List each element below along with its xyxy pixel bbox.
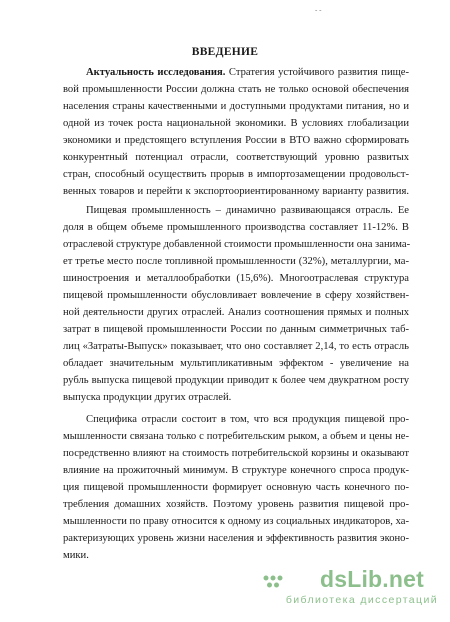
paragraph-2-line: лиц «Затраты-Выпуск» показывает, что оно составляет 2,14, то есть отрасль	[63, 341, 409, 352]
paragraph-1-line: венных товаров и перейти к экспортоориентированному варианту развития.	[63, 186, 409, 197]
paragraph-1-line-1	[86, 66, 409, 80]
paragraph-2-line: выпуска продукции других отраслей.	[63, 392, 232, 403]
dots-logo-icon	[262, 574, 286, 592]
lead-text: Стратегия устойчивого развития пище-	[225, 67, 410, 78]
paragraph-3-line: ция пищевой промышленности формирует основную часть конечного по-	[63, 482, 409, 493]
paragraph-3-line: мышленности по праву относится к одному из социальных индикаторов, ха-	[63, 516, 409, 527]
paragraph-1-line: конкурентный потенциал отрасли, соответствующий уровню развитых	[63, 152, 409, 163]
paragraph-2-line: Пищевая промышленность – динамично развивающаяся отрасль. Ее	[86, 205, 409, 216]
watermark	[262, 566, 438, 612]
page-mark: - -	[315, 6, 322, 14]
paragraph-1-line: экономики и предстоящего вступления России в ВТО важно сформировать	[63, 135, 409, 146]
paragraph-1-line: вой промышленности России должна стать не только основой обеспечения	[63, 84, 409, 95]
paragraph-2-line: доля в общем объеме промышленного производства составляет 11-12%. В	[63, 222, 409, 233]
watermark-brand: dsLib.net	[319, 566, 424, 592]
paragraph-3-line: мышленности связана только с потребительским рыком, а объем и цены не-	[63, 431, 409, 442]
paragraph-2-line: ет третье место после топливной промышленности (32%), металлургии, ма-	[63, 256, 409, 267]
paragraph-3-line: влияние на прожиточный минимум. В структуре конечного спроса продук-	[63, 465, 409, 476]
paragraph-3-line: мики.	[63, 550, 89, 561]
paragraph-2-line: отраслевой структуре добавленной стоимости промышленности она занима-	[63, 239, 411, 250]
paragraph-2-line: затрат в пищевой промышленности России по данным симметричных таб-	[63, 324, 409, 335]
paragraph-3-line: Специфика отрасли состоит в том, что вся продукция пищевой про-	[86, 414, 409, 425]
paragraph-2-line: пищевой промышленности обусловливает вовлечение в сферу хозяйствен-	[63, 290, 409, 301]
paragraph-3-line: требления домашних хозяйств. Поэтому уровень развития пищевой про-	[63, 499, 409, 510]
paragraph-2-line: обладает значительным мультипликативным эффектом - увеличение на	[63, 358, 409, 369]
paragraph-2-line: шиностроения и металлообработки (15,6%). Многоотраслевая структура	[63, 273, 409, 284]
paragraph-3-line: рактеризующих уровень жизни населения и эффективность развития эконо-	[63, 533, 409, 544]
paragraph-2-line: ной деятельности других отраслей. Анализ соотношения прямых и полных	[63, 307, 409, 318]
paragraph-3-line: посредственно влияют на стоимость потребительской корзины и оказывают	[63, 448, 409, 459]
lead-phrase: Актуальность исследования.	[86, 67, 226, 78]
paragraph-1-line: стран, способный осуществить прорыв в импортозамещении продовольст-	[63, 169, 409, 180]
paragraph-2-line: рубль выпуска пищевой продукции приводит к более чем двукратном росту	[63, 375, 409, 386]
watermark-subtitle: библиотека диссертаций	[285, 594, 438, 606]
section-heading: ВВЕДЕНИЕ	[191, 46, 259, 58]
paragraph-1-line: одной из точек роста национальной экономики. В условиях глобализации	[63, 118, 409, 129]
paragraph-1-line: населения страны качественными и доступными продуктами питания, но и	[63, 101, 409, 112]
